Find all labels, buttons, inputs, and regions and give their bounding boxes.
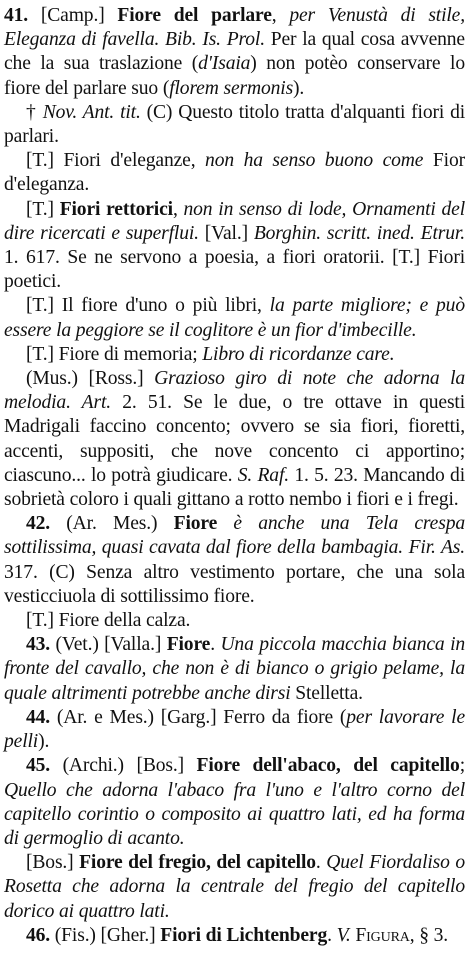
- entry-43: [4, 633, 465, 706]
- text-run: [Camp.]: [40, 5, 118, 26]
- text-run: .: [327, 924, 337, 946]
- text-run: Stelletta.: [290, 682, 363, 704]
- text-run: Fiore dell'abaco, del capitello: [196, 755, 460, 777]
- text-run: 44.: [26, 706, 57, 728]
- text-run: Fiore: [173, 513, 218, 535]
- text-run: ).: [293, 77, 305, 99]
- text-run: Nov. Ant. tit.: [42, 101, 141, 123]
- text-run: 317. (C) Senza altro vestimento portare, che una sola vesticciuola di sottilissimo fiore.: [4, 561, 465, 607]
- text-run: florem sermonis: [169, 77, 294, 99]
- entry-41-fiore-libri: [4, 294, 465, 342]
- entry-44: [4, 706, 465, 754]
- text-run: [217, 513, 233, 534]
- text-run: Grazioso giro di note che adorna la melodia. Art.: [4, 368, 466, 414]
- text-run: Fior d'eleganza.: [4, 150, 465, 196]
- text-run: (Archi.) [Bos.]: [62, 755, 197, 777]
- text-run: è anche una Tela crespa sottilissima, quasi cavata dal fiore della bambagia. Fir. As.: [4, 513, 465, 559]
- text-run: Una piccola macchia bianca in fronte del cavallo, che non è di bianco o grigio pelame, la quale altrimenti potrebbe anche dirsi: [4, 634, 466, 704]
- entry-41-camp: [4, 4, 465, 101]
- text-run: , § 3.: [409, 924, 449, 946]
- text-run: [Bos.]: [26, 852, 80, 874]
- text-run: S. Raf.: [237, 464, 289, 486]
- text-run: [T.] Fiore della calza.: [26, 610, 191, 632]
- text-run: Quello che adorna l'abaco fra l'uno e l'altro corno del capitello corintio o composito ai quattro lati, ed ha forma di germoglio di acanto.: [4, 779, 465, 849]
- text-run: Quel Fiordaliso o Rosetta che adorna la centrale del fregio del capitello dorico ai quattro lati.: [4, 852, 465, 922]
- text-run: Fiore: [166, 634, 211, 656]
- text-run: 46.: [26, 924, 55, 946]
- text-run: non ha senso buono come: [205, 150, 424, 172]
- text-run: ).: [38, 731, 50, 753]
- text-run: (Fis.) [Gher.]: [54, 924, 161, 946]
- entry-42: [4, 512, 465, 609]
- text-run: [T.] Fiore di memoria;: [26, 343, 203, 365]
- text-run: (Mus.) [Ross.]: [26, 368, 155, 390]
- entry-41-fiori-rettorici: [4, 198, 465, 295]
- text-run: 42.: [26, 513, 67, 535]
- text-run: Per la qual cosa avvenne che la sua traslazione (: [4, 29, 465, 75]
- text-run: †: [26, 101, 43, 123]
- text-run: Borghin. scritt. ined. Etrur.: [253, 222, 465, 244]
- text-run: [T.]: [26, 198, 60, 220]
- text-run: [Val.]: [198, 222, 254, 244]
- entry-41-nov-ant: [4, 101, 465, 149]
- text-run: Fiori di Lichtenberg: [160, 924, 328, 946]
- text-run: (C) Questo titolo tratta d'alquanti fiori di parlari.: [4, 101, 466, 148]
- entry-46: [4, 924, 465, 948]
- text-run: per lavorare le pelli: [4, 706, 466, 753]
- text-run: Fiore del fregio, del capitello: [79, 852, 316, 874]
- entry-41-fior-eleganze: [4, 149, 465, 197]
- text-run: .: [315, 852, 327, 874]
- text-run: Figura: [355, 924, 410, 946]
- text-run: 41.: [4, 5, 41, 26]
- text-run: ) non potèo conservare lo fiore del parlare suo (: [4, 53, 465, 99]
- text-run: non in senso di lode, Ornamenti del dire ricercati e superflui.: [4, 198, 465, 244]
- text-run: ,: [271, 5, 290, 26]
- text-run: la parte migliore; e può essere la peggiore se il coglitore è un fior d'imbecille.: [4, 295, 465, 341]
- entry-45-fregio: [4, 851, 465, 924]
- text-run: Fiori rettorici: [59, 198, 173, 220]
- text-run: (Vet.) [Valla.]: [55, 634, 167, 656]
- text-run: Libro di ricordanze care.: [202, 343, 395, 365]
- entry-41-mus: [4, 367, 465, 512]
- text-run: [T.] Fiori d'eleganze,: [26, 150, 206, 172]
- text-run: d'Isaia: [198, 53, 251, 75]
- text-run: .: [210, 634, 221, 656]
- text-run: 45.: [26, 755, 63, 777]
- text-run: per Venustà di stile, Eleganza di favella. Bib. Is. Prol.: [4, 5, 465, 51]
- entry-42-calza: [4, 609, 465, 633]
- entry-41-memoria: [4, 343, 465, 367]
- text-run: [T.] Il fiore d'uno o più libri,: [26, 295, 270, 317]
- text-run: 2. 51. Se le due, o tre ottave in questi Madrigali faccino concento; ovvero se sia fiori, fioretti, accenti, suppositi, che nove concento ci apportino; ciascuno... lo potrà giudicare.: [4, 392, 466, 486]
- text-run: 1. 617. Se ne servono a poesia, a fiori oratorii. [T.] Fiori poetici.: [4, 247, 465, 293]
- text-run: V.: [336, 924, 351, 946]
- entry-45: [4, 754, 465, 851]
- text-run: 43.: [26, 634, 56, 656]
- text-run: ;: [459, 755, 465, 777]
- text-run: ,: [172, 198, 184, 220]
- text-run: Fiore del parlare: [117, 5, 272, 26]
- text-run: (Ar. Mes.): [66, 513, 174, 535]
- text-run: (Ar. e Mes.) [Garg.] Ferro da fiore (: [56, 706, 347, 728]
- text-run: 1. 5. 23. Mancando di sobrietà coloro i quali gittano a rotto nembo i fiori e i fregi.: [4, 464, 465, 511]
